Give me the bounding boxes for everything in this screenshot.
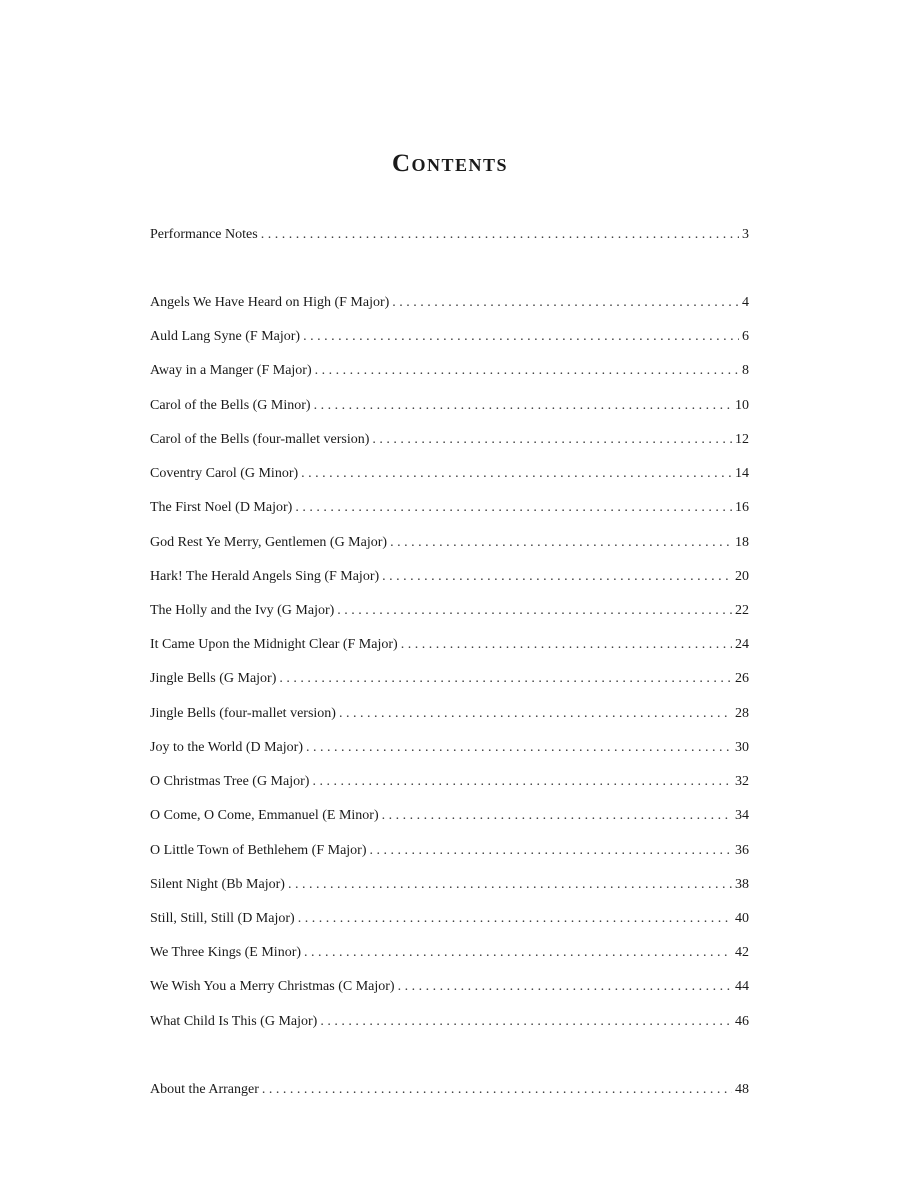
entry-page-number: 26	[735, 671, 749, 686]
toc-entry[interactable]	[150, 942, 749, 964]
toc-entry[interactable]	[150, 395, 749, 417]
entry-title: Joy to the World (D Major)	[150, 740, 303, 755]
entry-page-number: 22	[735, 603, 749, 618]
entry-title: Away in a Manger (F Major)	[150, 363, 312, 378]
toc-entry-about-the-arranger[interactable]	[150, 1079, 749, 1101]
entry-title: It Came Upon the Midnight Clear (F Major)	[150, 637, 398, 652]
entry-page-number: 46	[735, 1014, 749, 1029]
dot-leader	[401, 634, 732, 656]
toc-entry-performance-notes[interactable]	[150, 224, 749, 246]
entry-title: We Three Kings (E Minor)	[150, 945, 302, 960]
entry-page-number: 24	[735, 637, 749, 652]
dot-leader	[372, 429, 732, 451]
dot-leader	[339, 703, 732, 725]
dot-leader	[370, 840, 732, 862]
entry-title: God Rest Ye Merry, Gentlemen (G Major)	[150, 535, 388, 550]
toc-entry[interactable]	[150, 976, 749, 998]
entry-title: Jingle Bells (four-mallet version)	[150, 706, 336, 721]
entry-page-number: 4	[742, 295, 749, 310]
dot-leader	[390, 532, 732, 554]
entry-title: Auld Lang Syne (F Major)	[150, 329, 301, 344]
toc-entry[interactable]	[150, 532, 749, 554]
entry-page-number: 18	[735, 535, 749, 550]
dot-leader	[315, 360, 739, 382]
entry-title: The First Noel (D Major)	[150, 500, 293, 515]
toc-entry[interactable]	[150, 703, 749, 725]
entry-title: Jingle Bells (G Major)	[150, 671, 277, 686]
entry-page-number: 42	[735, 945, 749, 960]
entry-page-number: 32	[735, 774, 749, 789]
entry-page-number: 14	[735, 466, 749, 481]
toc-entry[interactable]	[150, 1011, 749, 1033]
toc-entry[interactable]	[150, 668, 749, 690]
dot-leader	[392, 292, 739, 314]
toc-entry[interactable]	[150, 771, 749, 793]
entry-page-number: 28	[735, 706, 749, 721]
dot-leader	[398, 976, 732, 998]
dot-leader	[279, 668, 732, 690]
entry-title: We Wish You a Merry Christmas (C Major)	[150, 979, 395, 994]
dot-leader	[298, 908, 732, 930]
dot-leader	[312, 771, 732, 793]
entry-title: O Christmas Tree (G Major)	[150, 774, 310, 789]
toc-entry[interactable]	[150, 805, 749, 827]
entry-page-number: 8	[742, 363, 749, 378]
entry-page-number: 36	[735, 843, 749, 858]
entry-page-number: 38	[735, 877, 749, 892]
dot-leader	[262, 1079, 732, 1101]
dot-leader	[382, 805, 732, 827]
toc-entry[interactable]	[150, 600, 749, 622]
dot-leader	[261, 224, 739, 246]
entry-page-number: 16	[735, 500, 749, 515]
toc-entry[interactable]	[150, 463, 749, 485]
entry-title: Carol of the Bells (G Minor)	[150, 398, 311, 413]
entry-page-number: 6	[742, 329, 749, 344]
entry-title: What Child Is This (G Major)	[150, 1014, 318, 1029]
entry-page-number: 10	[735, 398, 749, 413]
entry-title: The Holly and the Ivy (G Major)	[150, 603, 335, 618]
toc-entry[interactable]	[150, 634, 749, 656]
entry-title: Coventry Carol (G Minor)	[150, 466, 299, 481]
toc-entry[interactable]	[150, 908, 749, 930]
toc-entry[interactable]	[150, 566, 749, 588]
page-title: Contents	[391, 150, 509, 177]
toc-entry[interactable]	[150, 874, 749, 896]
toc-entry[interactable]	[150, 292, 749, 314]
entry-title: Silent Night (Bb Major)	[150, 877, 285, 892]
dot-leader	[337, 600, 732, 622]
dot-leader	[301, 463, 732, 485]
dot-leader	[295, 497, 732, 519]
entry-title: O Come, O Come, Emmanuel (E Minor)	[150, 808, 379, 823]
dot-leader	[320, 1011, 732, 1033]
entry-title: Hark! The Herald Angels Sing (F Major)	[150, 569, 380, 584]
entry-page-number: 48	[735, 1082, 749, 1097]
toc-entry[interactable]	[150, 737, 749, 759]
dot-leader	[306, 737, 732, 759]
toc-entry[interactable]	[150, 326, 749, 348]
dot-leader	[382, 566, 732, 588]
toc-entry[interactable]	[150, 840, 749, 862]
toc-entry[interactable]	[150, 497, 749, 519]
entry-title: Performance Notes	[150, 227, 258, 242]
toc-entry[interactable]	[150, 429, 749, 451]
entry-title: Still, Still, Still (D Major)	[150, 911, 295, 926]
entry-page-number: 44	[735, 979, 749, 994]
entry-page-number: 20	[735, 569, 749, 584]
entry-title: O Little Town of Bethlehem (F Major)	[150, 843, 367, 858]
dot-leader	[288, 874, 732, 896]
dot-leader	[314, 395, 732, 417]
entry-page-number: 3	[742, 227, 749, 242]
entry-page-number: 30	[735, 740, 749, 755]
entry-page-number: 12	[735, 432, 749, 447]
dot-leader	[304, 942, 732, 964]
entry-page-number: 34	[735, 808, 749, 823]
entry-title: About the Arranger	[150, 1082, 259, 1097]
entry-title: Carol of the Bells (four-mallet version)	[150, 432, 370, 447]
toc-entry[interactable]	[150, 360, 749, 382]
dot-leader	[303, 326, 739, 348]
entry-page-number: 40	[735, 911, 749, 926]
entry-title: Angels We Have Heard on High (F Major)	[150, 295, 390, 310]
